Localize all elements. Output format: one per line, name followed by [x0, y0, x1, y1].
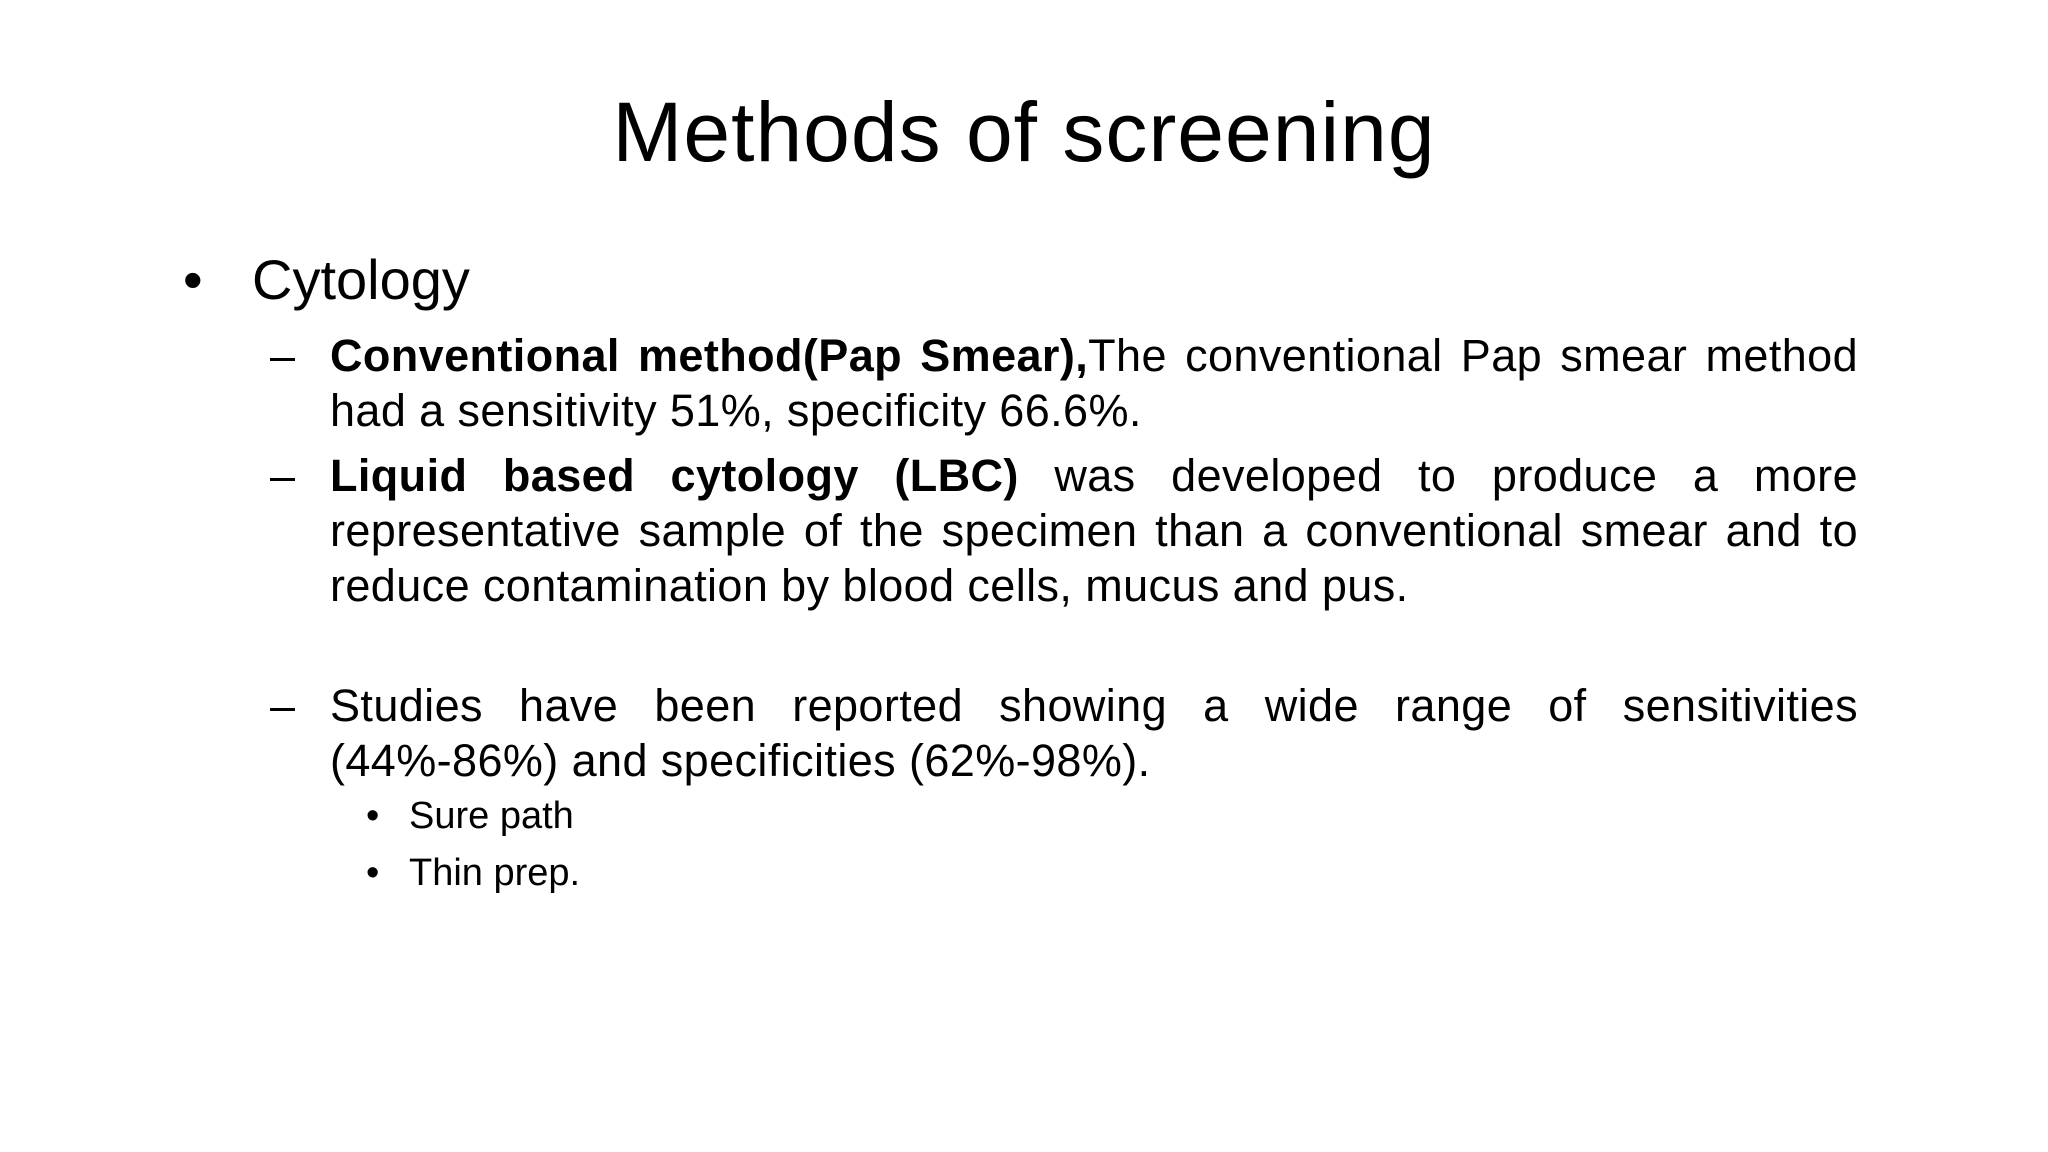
sub-bullet-body: [330, 328, 1858, 438]
sub-bullet-body: [330, 448, 1858, 613]
bullet-icon: •: [183, 248, 203, 311]
sub-sub-bullet-text: Thin prep.: [409, 852, 581, 894]
sub-bullet-text: Studies have been reported showing a wide range of sensitivities (44%-86%) and specificities (62%-98%).: [330, 680, 1858, 786]
bullet-text: Cytology: [252, 248, 470, 311]
sub-bullet-text: The conventional Pap smear method had a sensitivity 51%, specificity 66.6%.: [330, 330, 1858, 436]
dash-icon: –: [270, 450, 296, 501]
sub-bullet-text: was developed to produce a more representative sample of the specimen than a conventional smear and to reduce contamination by blood cells, mucus and pus.: [330, 450, 1858, 611]
dash-icon: –: [270, 330, 296, 381]
bullet-icon: •: [366, 795, 380, 837]
sub-sub-bullet-text: Sure path: [409, 795, 574, 837]
sub-bullet-bold: Conventional method(Pap Smear),: [330, 330, 1089, 381]
slide-title: Methods of screening: [612, 85, 1436, 179]
bullet-icon: •: [366, 852, 380, 894]
dash-icon: –: [270, 680, 296, 731]
sub-bullet-body: [330, 678, 1858, 788]
sub-bullet-bold: Liquid based cytology (LBC): [330, 450, 1019, 501]
